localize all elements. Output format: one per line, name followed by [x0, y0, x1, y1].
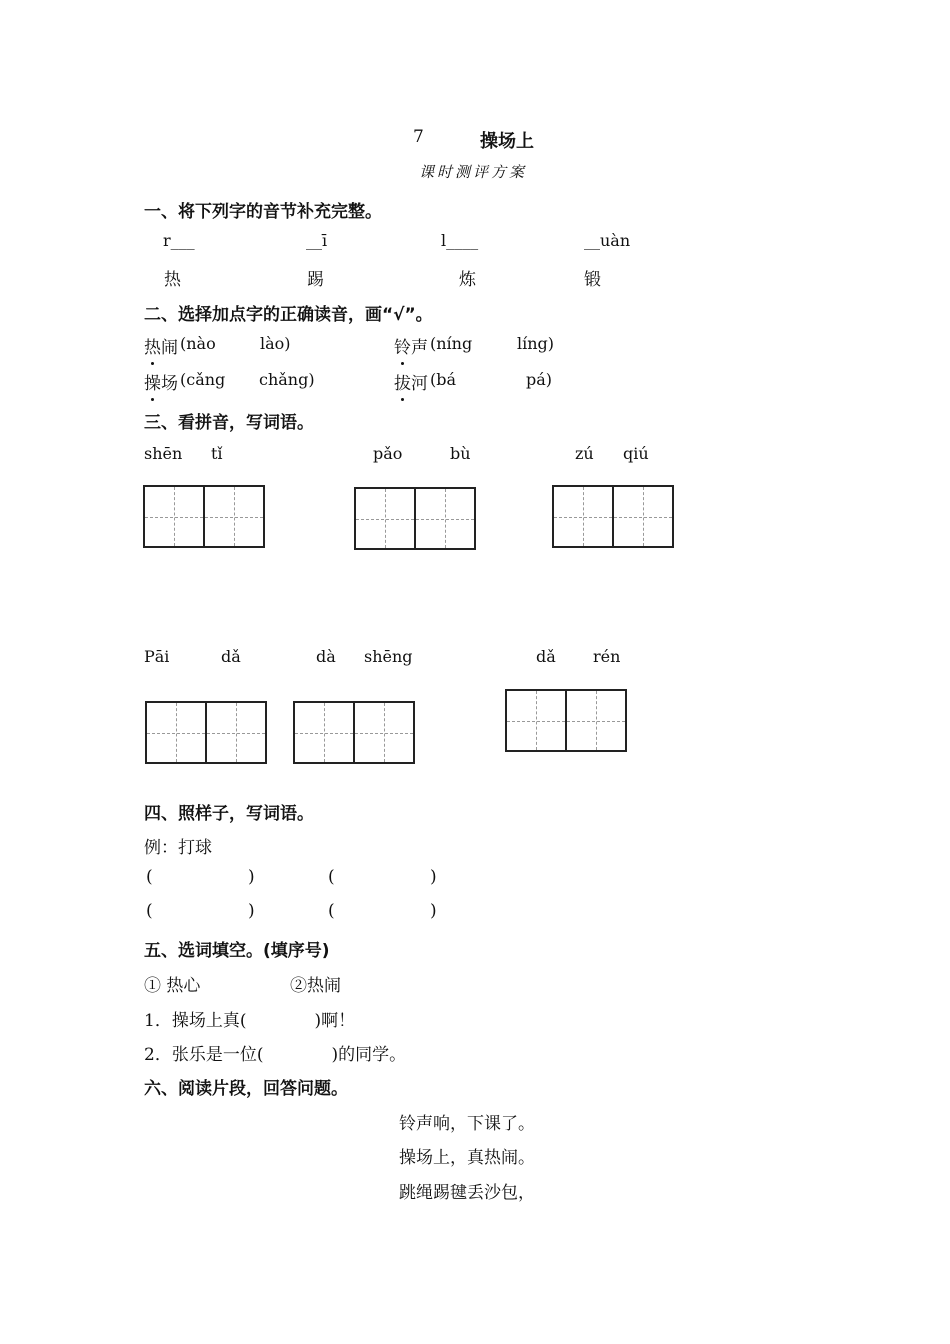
plain-char: 声	[411, 338, 428, 358]
grid-cell[interactable]	[295, 703, 353, 762]
dotted-char: 拔	[394, 369, 411, 394]
grid-cell[interactable]	[145, 487, 203, 546]
example-word: 例：打球	[144, 838, 212, 858]
grid-cell[interactable]	[147, 703, 205, 762]
grid-cell[interactable]	[612, 487, 672, 546]
char-3: 炼	[459, 270, 476, 290]
lesson-title: 操场上	[480, 131, 534, 152]
word1-pinyin-syllable-1: shēn	[144, 444, 183, 463]
plain-char: 场	[161, 374, 178, 394]
word4-pinyin-syllable-2: dǎ	[221, 647, 241, 666]
grid-cell[interactable]	[507, 691, 565, 750]
word6-pinyin-syllable-2: rén	[593, 647, 621, 666]
writing-grid-4[interactable]	[145, 701, 267, 764]
word2-pinyin-syllable-1: pǎo	[373, 444, 403, 463]
answer-blank-close: )	[430, 867, 437, 887]
word3-pinyin-syllable-1: zú	[575, 444, 594, 463]
word2-pinyin-syllable-2: bù	[450, 444, 471, 463]
lesson-number: 7	[413, 127, 424, 147]
word5-pinyin-syllable-2: shēng	[364, 647, 413, 666]
answer-blank-open: (	[146, 901, 153, 921]
poem-line-3: 跳绳踢毽丢沙包，	[399, 1183, 535, 1203]
answer-blank-open: (	[328, 867, 335, 887]
grid-cell[interactable]	[414, 489, 474, 548]
word4-pinyin-syllable-1: Pāi	[144, 647, 170, 666]
choice-word-1	[144, 333, 178, 358]
section2-heading: 二、选择加点字的正确读音，画“√”。	[144, 305, 433, 325]
pinyin-blank-4: __uàn	[584, 231, 631, 250]
word5-pinyin-syllable-1: dà	[316, 647, 336, 666]
grid-cell[interactable]	[356, 489, 414, 548]
fill-question-1: 1．操场上真( )啊！	[144, 1011, 356, 1031]
choice-4-option-b: pá)	[526, 370, 553, 389]
plain-char: 闹	[161, 338, 178, 358]
poem-line-2: 操场上，真热闹。	[399, 1148, 535, 1168]
section1-heading: 一、将下列字的音节补充完整。	[144, 202, 382, 222]
dotted-char: 铃	[394, 333, 411, 358]
choice-word-4	[394, 369, 428, 394]
grid-cell[interactable]	[554, 487, 612, 546]
grid-cell[interactable]	[205, 703, 265, 762]
grid-cell[interactable]	[203, 487, 263, 546]
word3-pinyin-syllable-2: qiú	[623, 444, 649, 463]
answer-blank-open: (	[146, 867, 153, 887]
answer-blank-close: )	[248, 901, 255, 921]
choice-3-option-a: (cǎng	[180, 370, 226, 389]
writing-grid-2[interactable]	[354, 487, 476, 550]
section4-heading: 四、照样子，写词语。	[144, 804, 314, 824]
char-2: 踢	[307, 270, 324, 290]
choice-1-option-a: (nào	[180, 334, 216, 353]
writing-grid-1[interactable]	[143, 485, 265, 548]
choice-word-2	[394, 333, 428, 358]
char-1: 热	[164, 270, 181, 290]
writing-grid-5[interactable]	[293, 701, 415, 764]
pinyin-blank-3: l____	[441, 231, 479, 250]
answer-blank-open: (	[328, 901, 335, 921]
choice-word-3	[144, 369, 178, 394]
choice-2-option-b: líng)	[517, 334, 555, 353]
grid-cell[interactable]	[353, 703, 413, 762]
answer-blank-close: )	[248, 867, 255, 887]
char-4: 锻	[584, 270, 601, 290]
writing-grid-3[interactable]	[552, 485, 674, 548]
choice-4-option-a: (bá	[430, 370, 457, 389]
word-option-2: ②热闹	[290, 976, 341, 996]
pinyin-blank-1: r___	[163, 231, 195, 250]
word-option-1: ① 热心	[144, 976, 201, 996]
choice-3-option-b: chǎng)	[259, 370, 315, 389]
word6-pinyin-syllable-1: dǎ	[536, 647, 556, 666]
dotted-char: 热	[144, 333, 161, 358]
writing-grid-6[interactable]	[505, 689, 627, 752]
plain-char: 河	[411, 374, 428, 394]
answer-blank-close: )	[430, 901, 437, 921]
section6-heading: 六、阅读片段，回答问题。	[144, 1079, 348, 1099]
pinyin-blank-2: __ī	[306, 231, 328, 250]
word1-pinyin-syllable-2: tǐ	[211, 444, 223, 463]
choice-1-option-b: lào)	[260, 334, 291, 353]
fill-question-2: 2．张乐是一位( )的同学。	[144, 1045, 407, 1065]
section5-heading: 五、选词填空。(填序号)	[144, 941, 330, 961]
section3-heading: 三、看拼音，写词语。	[144, 413, 314, 433]
choice-2-option-a: (níng	[430, 334, 473, 353]
poem-line-1: 铃声响，下课了。	[399, 1114, 535, 1134]
page-subtitle: 课时测评方案	[419, 163, 528, 181]
grid-cell[interactable]	[565, 691, 625, 750]
dotted-char: 操	[144, 369, 161, 394]
